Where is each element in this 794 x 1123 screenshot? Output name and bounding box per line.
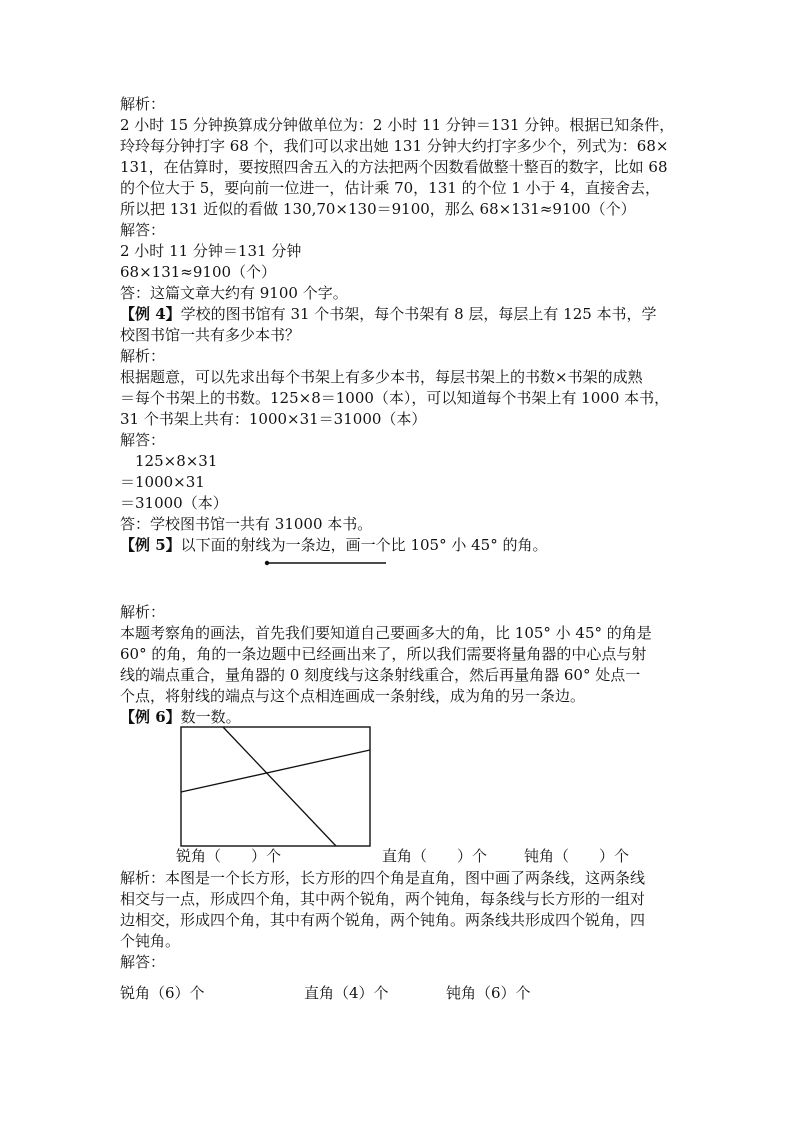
text-line: 125×8×31 [120,452,218,470]
text-line: 所以把 131 近似的看做 130,70×130＝9100，那么 68×131≈9100（个） [120,200,636,218]
example6-question [120,707,680,728]
acute-count-blank: 锐角（ ）个 [176,847,282,865]
ray-figure [120,556,680,602]
document-body [120,94,680,1004]
example4-question [120,304,680,325]
text-line: 解析： [120,95,166,113]
text-line: ＝每个书架上的书数。125×8＝1000（本），可以知道每个书架上有 1000 本书， [120,389,670,407]
text-line: 根据题意，可以先求出每个书架上有多少本书，每层书架上的书数×书架的成熟 [120,368,643,386]
right-answer: 直角（4）个 [304,984,389,1002]
text-line: 131，在估算时，要按照四舍五入的方法把两个因数看做整十整百的数字，比如 68 [120,158,668,176]
text-line: 31 个书架上共有：1000×31＝31000（本） [120,410,427,428]
text-line: 2 小时 11 分钟＝131 分钟 [120,242,302,260]
example4-text: 学校的图书馆有 31 个书架，每个书架有 8 层，每层上有 125 本书，学 [180,305,657,323]
text-line: 答：这篇文章大约有 9100 个字。 [120,284,348,302]
text-line: 的个位大于 5，要向前一位进一，估计乘 70，131 的个位 1 小于 4，直接舍去， [120,179,660,197]
text-line: 本题考察角的画法，首先我们要知道自己要画多大的角，比 105° 小 45° 的角是 [120,624,652,642]
example5-label: 【例 5】 [120,536,181,554]
ray-line [264,559,388,567]
text-line: 解答： [120,221,166,239]
text-line: 玲玲每分钟打字 68 个，我们可以求出她 131 分钟大约打字多少个，列式为：68× [120,137,669,155]
text-line: 解析：本图是一个长方形，长方形的四个角是直角，图中画了两条线，这两条线 [120,869,646,887]
text-line: 答：学校图书馆一共有 31000 本书。 [120,515,373,533]
text-line: 个点，将射线的端点与这个点相连画成一条射线，成为角的另一条边。 [120,687,586,705]
example6-text: 数一数。 [180,708,241,726]
text-line: 边相交，形成四个角，其中有两个锐角，两个钝角。两条线共形成四个锐角，四 [120,911,646,929]
example5-text: 以下面的射线为一条边，画一个比 105° 小 45° 的角。 [180,536,548,554]
text-line: 解答： [120,953,166,971]
example3-solution [120,94,680,304]
diagonal-line-2 [181,750,370,792]
angle-count-row [120,846,680,868]
obtuse-answer: 钝角（6）个 [446,984,531,1002]
rectangle-outline [181,727,370,846]
text-line: 个钝角。 [120,932,181,950]
acute-answer: 锐角（6）个 [120,984,205,1002]
text-line: 2 小时 15 分钟换算成分钟做单位为：2 小时 11 分钟＝131 分钟。根据已知条件， [120,116,675,134]
text-line: ＝1000×31 [120,473,205,491]
example6-label: 【例 6】 [120,708,181,726]
text-line: 解析： [120,603,166,621]
text-line: 相交与一点，形成四个角，其中两个锐角，两个钝角，每条线与长方形的一组对 [120,890,646,908]
text-line: 解析： [120,347,166,365]
example4-solution [120,325,680,535]
obtuse-count-blank: 钝角（ ）个 [524,847,630,865]
text-line: 解答： [120,431,166,449]
rectangle-with-lines [180,726,372,848]
example5-solution [120,602,680,707]
answer-row [120,983,680,1004]
rectangle-figure [120,728,680,846]
example5-question [120,535,680,556]
diagonal-line-1 [223,727,336,846]
text-line: ＝31000（本） [120,494,228,512]
text-line: 60° 的角，角的一条边题中已经画出来了，所以我们需要将量角器的中心点与射 [120,645,647,663]
text-line: 68×131≈9100（个） [120,263,277,281]
text-line: 校图书馆一共有多少本书？ [120,326,301,344]
right-count-blank: 直角（ ）个 [382,847,488,865]
text-line: 线的端点重合，量角器的 0 刻度线与这条射线重合，然后再量角器 60° 处点一 [120,666,641,684]
example6-solution [120,868,680,973]
example4-label: 【例 4】 [120,305,181,323]
